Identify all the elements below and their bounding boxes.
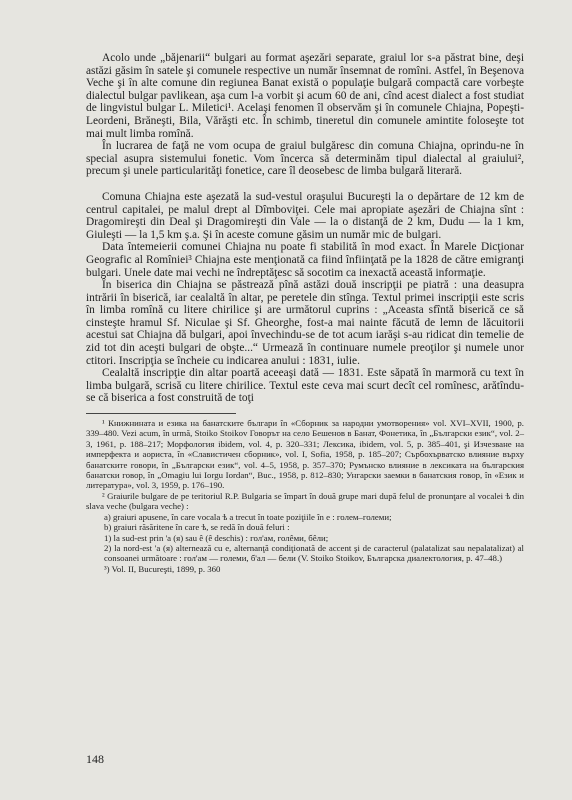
footnote-2-item-2: 2) la nord-est 'a (я) alternează cu e, alternanţă condiţionată de accent şi de caracterul (palatalizat sau nepalatalizat) al consoanei următoare : гол'ам — големи, б'ал — бели (V. Stoiko Stoikov, Българска диалектология, p. 47–48.): [104, 542, 524, 564]
footnote-2-item-a: a) graiuri apusene, în care vocala ѣ a trecut în toate poziţiile în е : голем–големи;: [104, 511, 392, 522]
paragraph-6: Cealaltă inscripţie din altar poartă aceeaşi dată — 1831. Este săpată în marmoră cu text în limba bulgară, scrisă cu litere chirilice. Textul este ceva mai scurt decît cel romînesc, arătîndu-se că biserica a fost construită de toţi: [86, 367, 524, 405]
footnote-2-item-1: 1) la sud-est prin 'a (я) sau ê (ê deschis) : гол'ам, голêми, бêли;: [104, 532, 329, 543]
footnote-2-item-b: b) graiuri răsăritene în care ѣ, se redă în două feluri :: [104, 522, 290, 533]
footnote-1: ¹ Книжнината и езика на банатските българи în «Сборник за народни умотворения» vol. XVI–XVII, 1900, p. 339–480. Vezi acum, în urmă, Stoiko Stoikov Говорът на село Бешенов в Банат, Фонетика, în „Български език“, vol. 2–3, 1961, p. 188–217; Морфология ibidem, vol. 4, p. 320–331; Лексика, ibidem, vol. 5, p. 385–401, şi Изчезване на имперфекта и аориста, în «Славистичен сборник», vol. I, Sofia, 1958, p. 185–207; Сърбохърватско влияние върху банатските говори, în „Български език“, vol. 4–5, 1958, p. 357–370; Румънско влияние в лексиката на българския банатски говор, în „Omagiu lui Iorgu Iordan“, Buc., 1958, p. 812–830; Унгарски заемки в банатския говор, în «Език и литература», vol. 3, 1959, p. 176–190.: [86, 418, 524, 491]
paragraph-3: Comuna Chiajna este aşezată la sud-vestul oraşului Bucureşti la o depărtare de 12 km de centrul capitalei, pe malul drept al Dîmboviţei. Cele mai apropiate aşezări de Chiajna sînt : Dragomireşti din Deal şi Dragomireşti din Vale — la o distanţă de 2 km, Dudu — la 1 km, Giuleşti — la 1,5 km ş.a. Şi în aceste comune găsim un număr mic de bulgari.: [86, 190, 524, 241]
paragraph-5: În biserica din Chiajna se păstrează pînă astăzi două inscripţii pe piatră : una deasupra intrării în biserică, iar cealaltă în altar, pe peretele din stînga. Textul primei inscripţii este scris în limba romînă cu litere chirilice şi are următorul cuprins : „Aceasta sfîntă biserică ce să cinsteşte hramul Sf. Niculae şi Sf. Gheorghe, fost-a mai nainte făcută de lemn de lăcuitorii acestui sat Chiajna dă bulgari, apoi învechindu-se de tot acum iarăşi s-au ridicat din temelie de zid tot din aceşti bulgari de obşte...“ Urmează în continuare numele preoţilor şi numele unor ctitori. Inscripţia se încheie cu indicarea anului : 1831, iulie.: [86, 279, 524, 367]
paragraph-2: În lucrarea de faţă ne vom ocupa de graiul bulgăresc din comuna Chiajna, oprindu-ne în special asupra sistemului fonetic. Vom încerca să determinăm tipul dialectal al graiului², precum şi unele particularităţi fonetice, care îl deosebesc de limba bulgară literară.: [86, 140, 524, 178]
paragraph-1: Acolo unde „băjenarii“ bulgari au format aşezări separate, graiul lor s-a păstrat bine, deşi astăzi găsim în satele şi comunele respective un număr însemnat de romîni. Astfel, în Beşenova Veche şi în alte comune din regiunea Banat există o populaţie bulgară compactă care vorbeşte dialectul bulgar pavlikean, aşa cum l-a vorbit şi acum 60 de ani, cînd acest dialect a fost studiat de lingvistul bulgar L. Miletici¹. Acelaşi fenomen îl observăm şi în comunele Chiajna, Popeşti-Leordeni, Brăneşti, Bila, Vărăşti etc. În schimb, tineretul din comunele amintite foloseşte tot mai mult limba romînă.: [86, 52, 524, 140]
body-text: [86, 52, 524, 405]
paragraph-4: Data întemeierii comunei Chiajna nu poate fi stabilită în mod exact. În Marele Dicţionar Geografic al Romîniei³ Chiajna este menţionată ca fiind înfiinţată pe la 1828 de către emigranţi bulgari. Unele date mai vechi ne îndreptăţesc să socotim ca inexactă această informaţie.: [86, 241, 524, 279]
page-number: 148: [86, 752, 104, 766]
footnote-3: ³) Vol. II, Bucureşti, 1899, p. 360: [104, 563, 221, 574]
footnote-2: ² Graiurile bulgare de pe teritoriul R.P. Bulgaria se împart în două grupe mari după felul de pronunţare al vocalei ѣ din slava veche (bulgara veche) :: [86, 490, 524, 512]
footnote-divider: [86, 413, 236, 414]
footnotes: [86, 418, 524, 574]
